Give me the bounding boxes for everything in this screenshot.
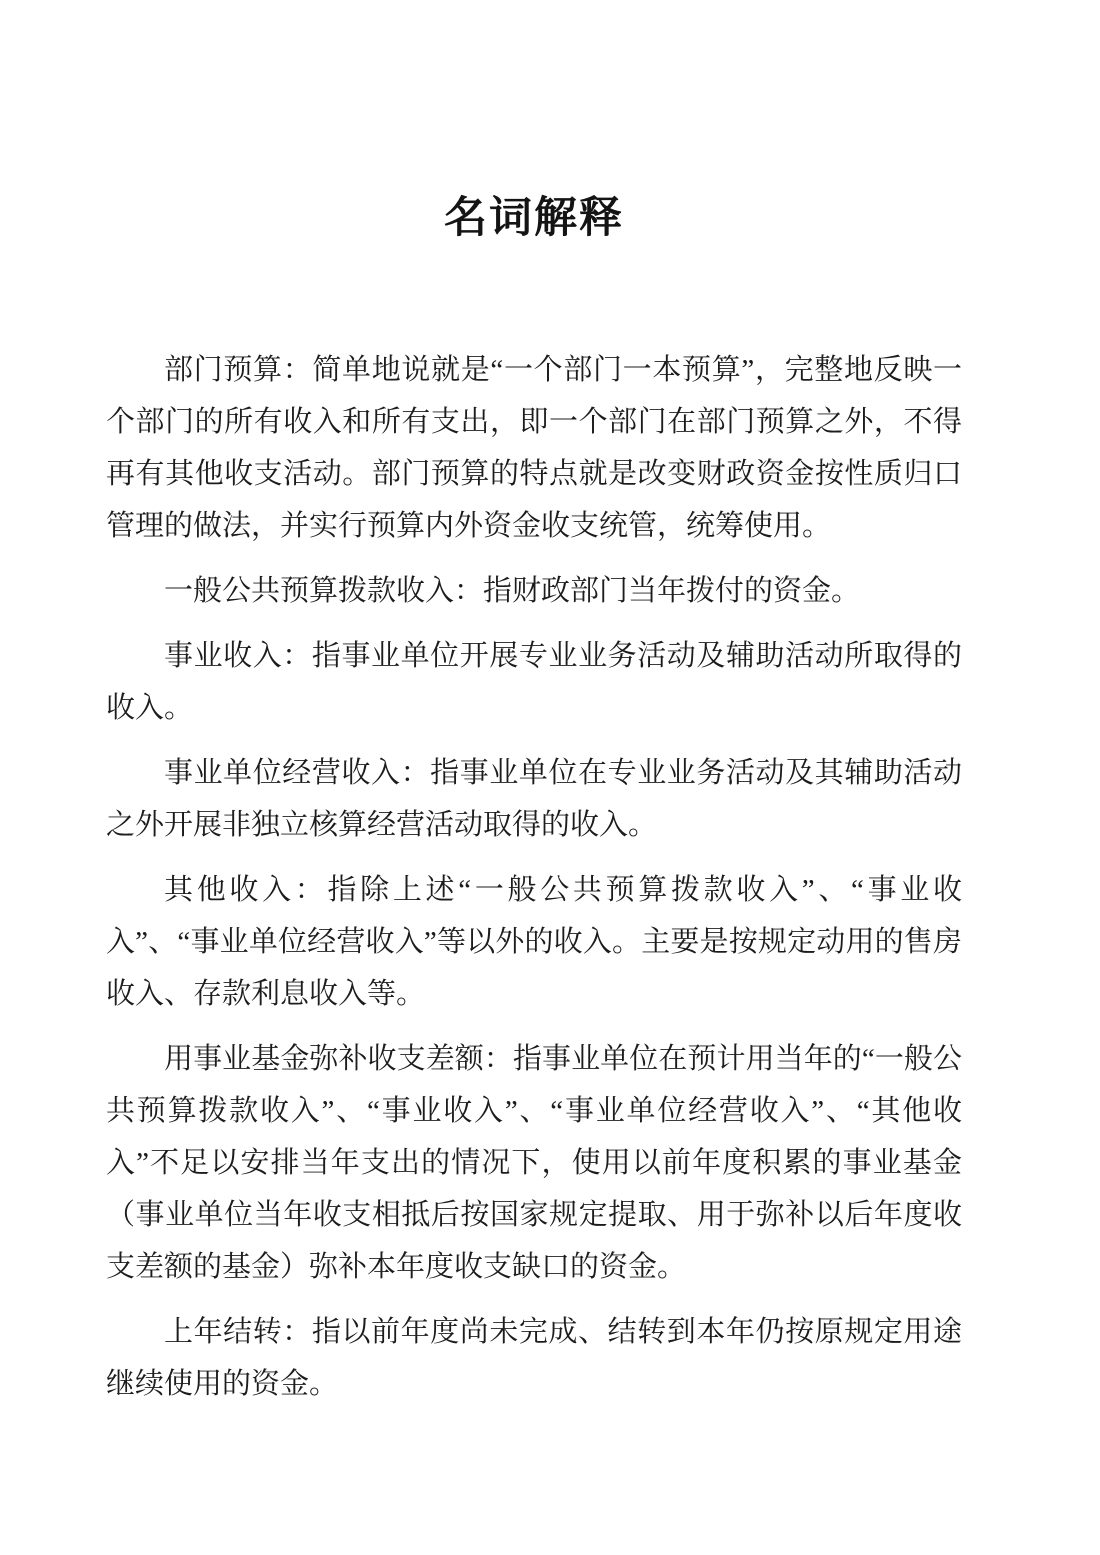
page-title: 名词解释 bbox=[444, 195, 624, 242]
paragraph-institution-income: 事业收入：指事业单位开展专业业务活动及辅助活动所取得的收入。 bbox=[106, 640, 962, 725]
paragraph-institution-operating-income: 事业单位经营收入：指事业单位在专业业务活动及其辅助活动之外开展非独立核算经营活动取得的收入。 bbox=[106, 757, 962, 842]
paragraph-general-public-budget-appropriation-income: 一般公共预算拨款收入：指财政部门当年拨付的资金。 bbox=[164, 575, 861, 608]
paragraph-department-budget: 部门预算：简单地说就是“一个部门一本预算”，完整地反映一个部门的所有收入和所有支出，即一个部门在部门预算之外，不得再有其他收支活动。部门预算的特点就是改变财政资金按性质归口管理的做法，并实行预算内外资金收支统管，统筹使用。 bbox=[106, 354, 962, 543]
paragraph-other-income: 其他收入：指除上述“一般公共预算拨款收入”、“事业收入”、“事业单位经营收入”等以外的收入。主要是按规定动用的售房收入、存款利息收入等。 bbox=[106, 874, 962, 1011]
paragraph-carryover-from-previous-year: 上年结转：指以前年度尚未完成、结转到本年仍按原规定用途继续使用的资金。 bbox=[106, 1316, 962, 1401]
paragraph-institution-fund-deficit-coverage: 用事业基金弥补收支差额：指事业单位在预计用当年的“一般公共预算拨款收入”、“事业收入”、“事业单位经营收入”、“其他收入”不足以安排当年支出的情况下，使用以前年度积累的事业基金（事业单位当年收支相抵后按国家规定提取、用于弥补以后年度收支差额的基金）弥补本年度收支缺口的资金。 bbox=[106, 1043, 962, 1284]
